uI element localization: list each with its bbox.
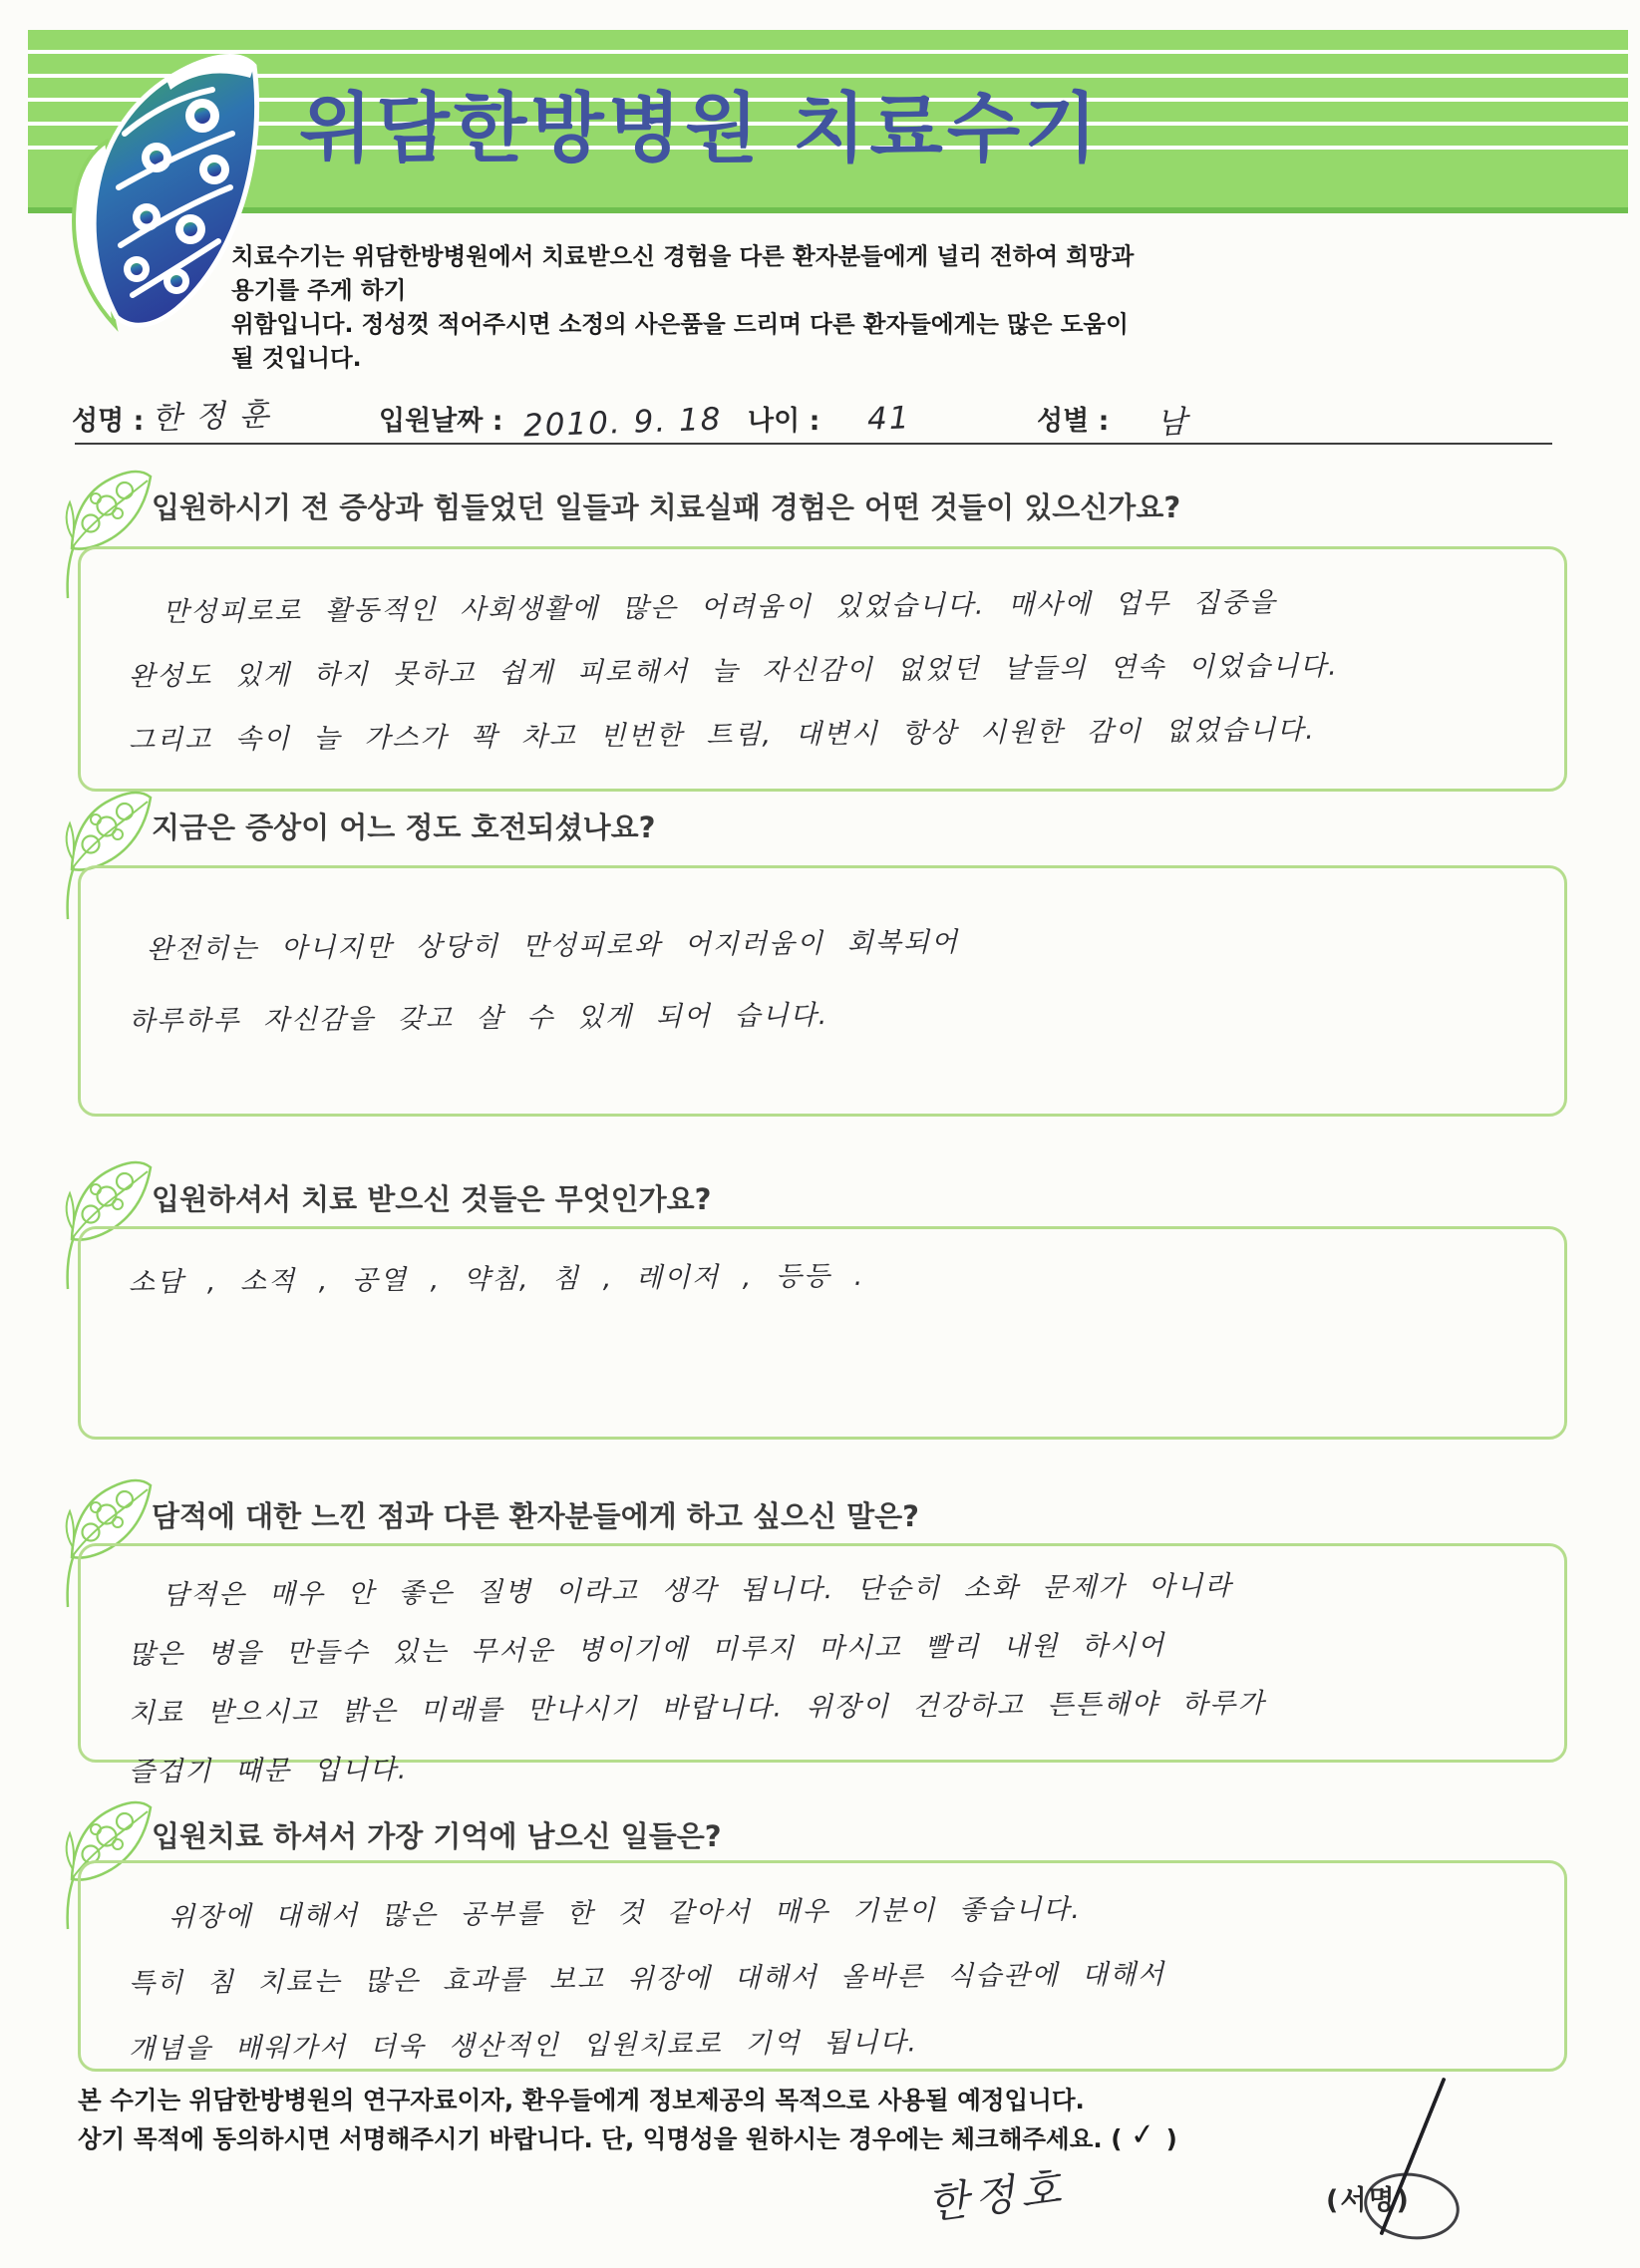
intro-text (231, 239, 1148, 375)
intro-line2: 위함입니다. 정성껏 적어주시면 소정의 사은품을 드리며 다른 환자들에게는 많은 도움이 될 것입니다. (231, 310, 1129, 372)
answer-box-1 (78, 546, 1567, 792)
gender-label: 성별 : (1037, 406, 1110, 437)
answer-line: 개념을 배워가서 더욱 생산적인 입원치료로 기억 됩니다. (128, 2027, 919, 2066)
answer-1 (81, 549, 1564, 767)
question-4: 담적에 대한 느낀 점과 다른 환자분들에게 하고 싶으신 말은? (152, 1499, 919, 1533)
anonymity-check-mark: ✓ (1128, 2115, 1159, 2154)
question-5: 입원치료 하셔서 가장 기억에 남으신 일들은? (152, 1819, 722, 1853)
question-3: 입원하셔서 치료 받으신 것들은 무엇인가요? (152, 1182, 712, 1216)
answer-line: 즐겁기 때문 입니다. (128, 1754, 409, 1788)
info-underline (75, 443, 1552, 445)
answer-box-5 (78, 1860, 1567, 2072)
answer-line: 치료 받으시고 밝은 미래를 만나시기 바랍니다. 위장이 건강하고 튼튼해야 하루가 (128, 1688, 1266, 1730)
answer-4 (81, 1546, 1564, 1795)
answer-line: 완전히는 아니지만 상당히 만성피로와 어지러움이 회복되어 (146, 926, 960, 966)
answer-box-4 (78, 1543, 1567, 1788)
age-value: 41 (866, 400, 912, 438)
patient-info-row (0, 391, 1640, 451)
answer-line: 많은 병을 만들수 있는 무서운 병이기에 미루지 마시고 빨리 내원 하시어 (128, 1630, 1166, 1671)
answer-5 (81, 1863, 1564, 2077)
answer-line: 하루하루 자신감을 갖고 살 수 있게 되어 습니다. (128, 1000, 829, 1038)
answer-3 (81, 1229, 1564, 1307)
answer-box-3 (78, 1226, 1567, 1440)
answer-line: 그리고 속이 늘 가스가 꽉 차고 빈번한 트림, 대변시 항상 시원한 감이 없었습니다. (128, 714, 1316, 757)
question-2: 지금은 증상이 어느 정도 호전되셨나요? (152, 810, 656, 844)
consent-line2-text: 상기 목적에 동의하시면 서명해주시기 바랍니다. 단, 익명성을 원하시는 경우에는 체크해주세요. ( (78, 2124, 1123, 2153)
answer-line: 위장에 대해서 많은 공부를 한 것 같아서 매우 기분이 좋습니다. (167, 1893, 1082, 1933)
date-label: 입원날짜 : (379, 406, 503, 437)
date-value: 2010. 9. 18 (522, 401, 724, 445)
question-1: 입원하시기 전 증상과 힘들었던 일들과 치료실패 경험은 어떤 것들이 있으신가요? (152, 490, 1181, 524)
consent-line1: 본 수기는 위담한방병원의 연구자료이자, 환우들에게 정보제공의 목적으로 사용될 예정입니다. (78, 2086, 1085, 2114)
intro-line1: 치료수기는 위담한방병원에서 치료받으신 경험을 다른 환자분들에게 널리 전하여 희망과 용기를 주게 하기 (231, 242, 1135, 304)
gender-value: 남 (1155, 404, 1189, 442)
answer-line: 완성도 있게 하지 못하고 쉽게 피로해서 늘 자신감이 없었던 날들의 연속 이었습니다. (128, 650, 1339, 693)
page-title: 위담한방병원 치료수기 (299, 84, 1102, 172)
answer-line: 소담 , 소적 , 공열 , 약침, 침 , 레이저 , 등등 . (128, 1260, 865, 1299)
signature-label: (서명) (1326, 2185, 1411, 2216)
answer-line: 만성피로로 활동적인 사회생활에 많은 어려움이 있었습니다. 매사에 업무 집중을 (162, 587, 1278, 628)
answer-line: 특히 침 치료는 많은 효과를 보고 위장에 대해서 올바른 식습관에 대해서 (128, 1959, 1166, 2000)
answer-line: 담적은 매우 안 좋은 질병 이라고 생각 됩니다. 단순히 소화 문제가 아니라 (162, 1570, 1233, 1611)
name-label: 성명 : (72, 406, 145, 437)
signature-handwritten: 한정호 (924, 2162, 1070, 2229)
consent-line2 (78, 2115, 1474, 2158)
age-label: 나이 : (748, 406, 820, 437)
answer-box-2 (78, 865, 1567, 1117)
consent-line2-close: ) (1165, 2124, 1177, 2153)
name-value: 한 정 훈 (151, 396, 272, 438)
consent-text (78, 2082, 1474, 2158)
answer-2 (81, 868, 1564, 1052)
